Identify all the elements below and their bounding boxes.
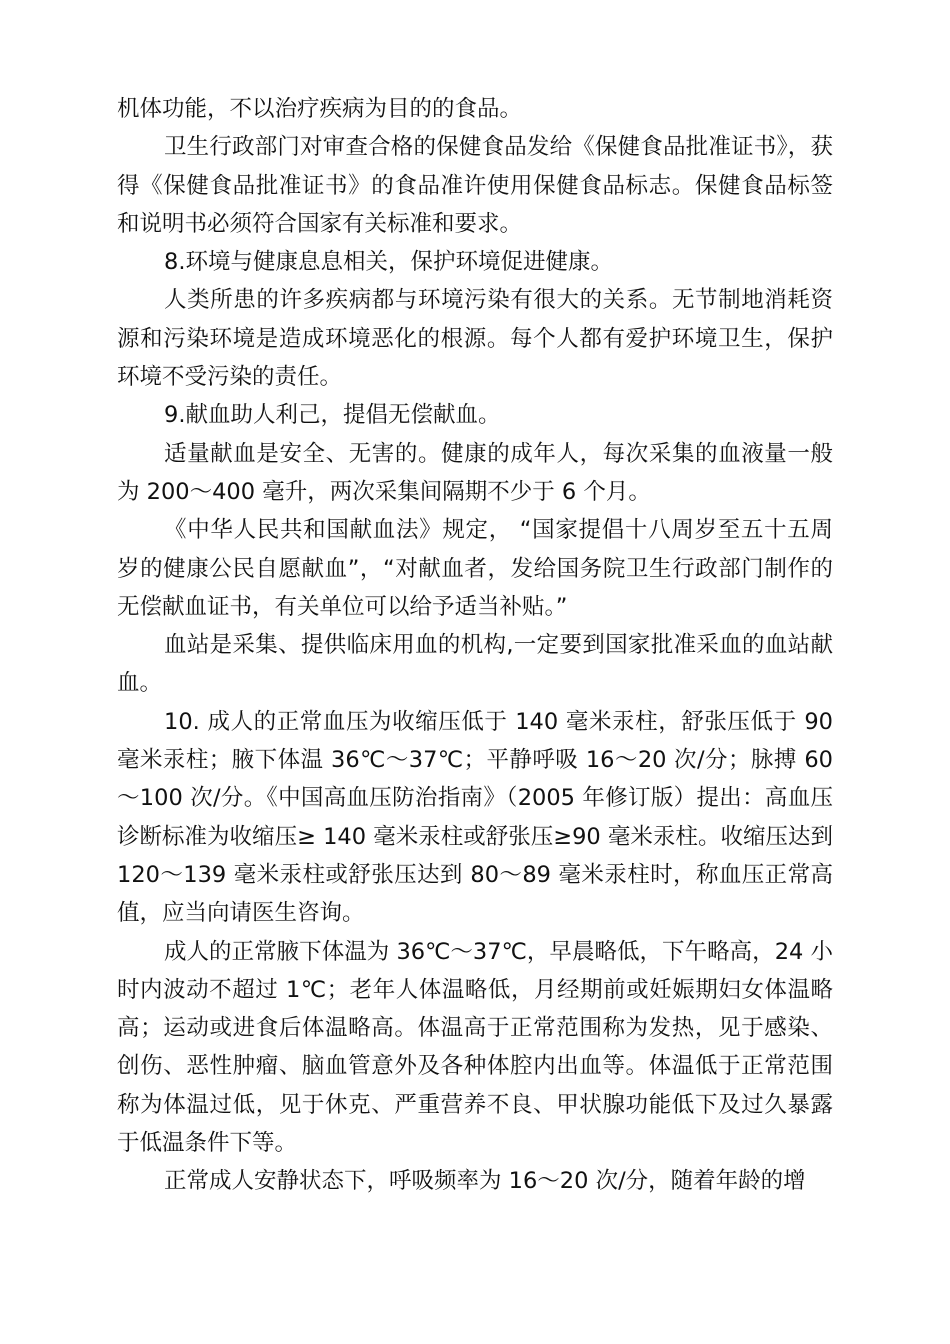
section-heading-8: 8.环境与健康息息相关，保护环境促进健康。	[164, 249, 613, 276]
paragraph-respiration: 正常成人安静状态下，呼吸频率为 16～20 次/分，随着年龄的增	[164, 1168, 806, 1195]
paragraph-blood-donation-law: 《中华人民共和国献血法》规定， “国家提倡十八周岁至五十五周岁的健康公民自愿献血”，“对献血者，发给国务院卫生行政部门制作的无偿献血证书，有关单位可以给予适当补贴。”	[117, 517, 833, 620]
section-heading-9: 9.献血助人利己，提倡无偿献血。	[164, 402, 501, 429]
paragraph-body-temperature: 成人的正常腋下体温为 36℃～37℃，早晨略低，下午略高，24 小时内波动不超过 1℃；老年人体温略低，月经期前或妊娠期妇女体温略高；运动或进食后体温略高。体温高于正常范围称为发热，见于感染、创伤、恶性肿瘤、脑血管意外及各种体腔内出血等。体温低于正常范围称为体温过低，见于休克、严重营养不良、甲状腺功能低下及过久暴露于低温条件下等。	[117, 938, 833, 1157]
paragraph-continuation: 机体功能，不以治疗疾病为目的的食品。	[117, 96, 523, 122]
document-page	[117, 90, 833, 1201]
paragraph-environment: 人类所患的许多疾病都与环境污染有很大的关系。无节制地消耗资源和污染环境是造成环境恶化的根源。每个人都有爱护环境卫生，保护环境不受污染的责任。	[117, 287, 833, 391]
paragraph-blood-donation-amount: 适量献血是安全、无害的。健康的成年人，每次采集的血液量一般为 200～400 毫升，两次采集间隔期不少于 6 个月。	[117, 440, 833, 505]
paragraph-health-food-certificate: 卫生行政部门对审查合格的保健食品发给《保健食品批准证书》，获得《保健食品批准证书》的食品准许使用保健食品标志。保健食品标签和说明书必须符合国家有关标准和要求。	[117, 134, 833, 237]
paragraph-blood-station: 血站是采集、提供临床用血的机构,一定要到国家批准采血的血站献血。	[117, 632, 833, 697]
section-heading-10: 10. 成人的正常血压为收缩压低于 140 毫米汞柱，舒张压低于 90 毫米汞柱；腋下体温 36℃～37℃；平静呼吸 16～20 次/分；脉搏 60～100 次/分。《中国高血压防治指南》（2005 年修订版）提出：高血压诊断标准为收缩压≥ 140 毫米汞柱或舒张压≥90 毫米汞柱。收缩压达到 120～139 毫米汞柱或舒张压达到 80～89 毫米汞柱时，称血压正常高值，应当向请医生咨询。	[117, 708, 833, 927]
